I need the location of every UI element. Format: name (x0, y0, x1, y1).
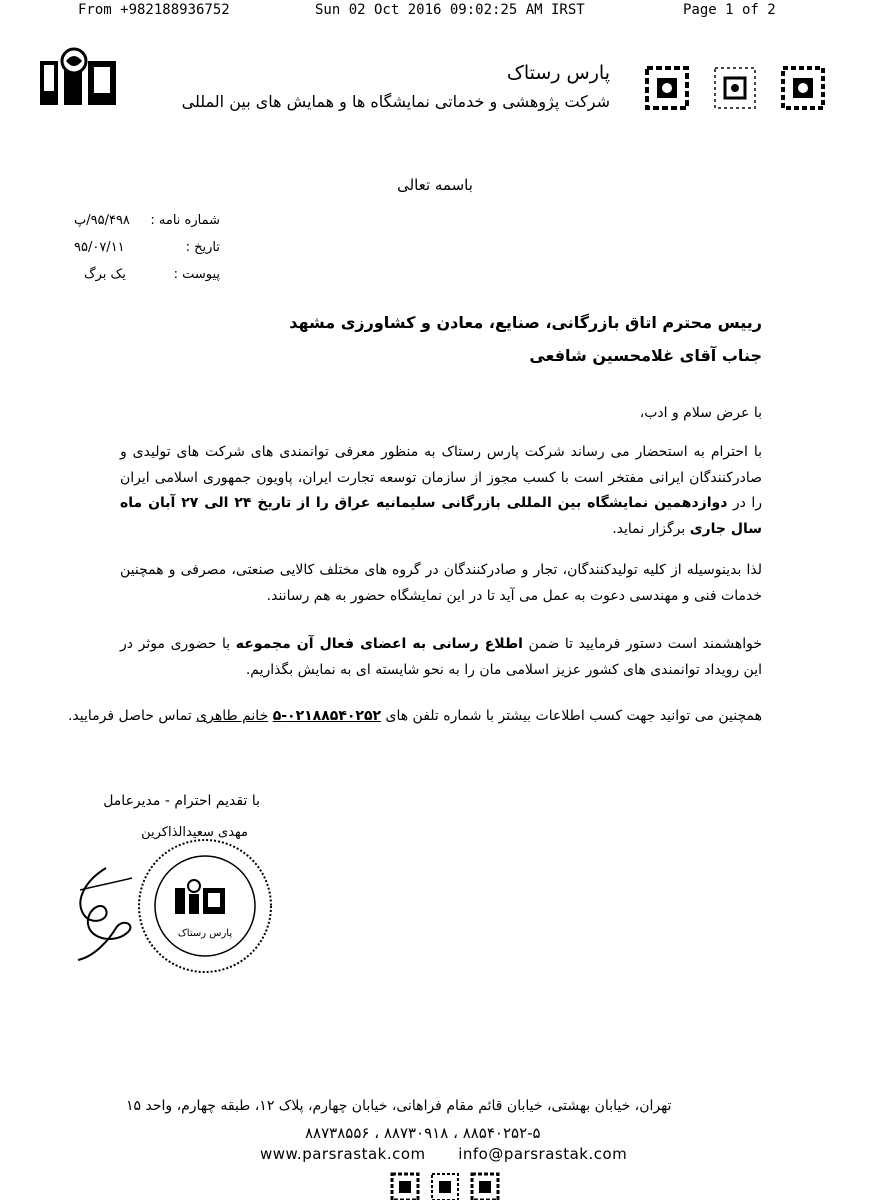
contact-phone: ۰۲۱۸۸۵۴۰۲۵۲-۵ (272, 708, 382, 724)
paragraph-3 (120, 632, 762, 683)
paragraph-1-bold: دوازدهمین نمایشگاه بین المللی بازرگانی سلیمانیه عراق را از تاریخ ۲۴ الی ۲۷ آبان ماه سال جاری (120, 495, 762, 537)
paragraph-4 (68, 708, 762, 724)
signatory-name: مهدی سعیدالذاکرین (141, 825, 248, 840)
footer-address: تهران، خیابان بهشتی، خیابان قائم مقام فراهانی، خیابان چهارم، پلاک ۱۲، طبقه چهارم، واحد ۱۵ (126, 1098, 672, 1114)
partner-logo-1 (645, 66, 689, 114)
partner-logo-3 (781, 66, 825, 114)
fax-from: From +982188936752 (78, 2, 230, 18)
signature (66, 860, 146, 974)
paragraph-1 (120, 440, 762, 542)
attachment-value: یک برگ (84, 267, 126, 282)
company-logo (38, 47, 120, 113)
company-name: پارس رستاک (506, 62, 610, 84)
fax-datetime: Sun 02 Oct 2016 09:02:25 AM IRST (315, 2, 585, 18)
letter-date-label: تاریخ : (185, 240, 220, 255)
recipient-name: جناب آقای غلامحسین شافعی (529, 346, 762, 365)
fax-header (0, 0, 870, 22)
bottom-logos (390, 1170, 500, 1204)
footer-phones: ۸۸۵۴۰۲۵۲-۵ ، ۸۸۷۳۰۹۱۸ ، ۸۸۷۳۸۵۵۶ (305, 1124, 541, 1142)
email-link[interactable]: info@parsrastak.com (458, 1145, 628, 1163)
closing: با تقدیم احترام - مدیرعامل (103, 793, 260, 809)
letterhead (182, 62, 610, 111)
contact-person: خانم طاهری (196, 708, 269, 724)
paragraph-1-end: برگزار نماید. (612, 520, 690, 537)
stamp-text: پارس رستاک (177, 928, 233, 939)
letter-number-label: شماره نامه : (150, 213, 220, 228)
paragraph-1-text: با احترام به استحضار می رساند شرکت پارس رستاک به منظور معرفی توانمندی های شرکت های تولیدی و صادرکنندگان ایرانی مفتخر است با کسب مجوز از سازمان توسعه تجارت ایران، پاویون جمهوری اسلامی ایران را در (120, 444, 762, 511)
letter-number: ۹۵/۴۹۸/پ (74, 213, 130, 228)
company-description: شرکت پژوهشی و خدماتی نمایشگاه ها و همایش های بین المللی (181, 92, 610, 111)
website-link[interactable]: www.parsrastak.com (260, 1145, 426, 1163)
paragraph-3-bold: اطلاع رسانی به اعضای فعال آن مجموعه (235, 636, 523, 652)
company-stamp (135, 836, 275, 980)
partner-logo-2 (713, 66, 757, 114)
fax-page: Page 1 of 2 (683, 2, 776, 18)
basmala: باسمه تعالی (397, 176, 473, 194)
paragraph-2: لذا بدینوسیله از کلیه تولیدکنندگان، تجار و صادرکنندگان در گروه های مختلف کالایی صنعتی، مصرفی و همچنین خدمات فنی و مهندسی دعوت به عمل می آید تا در این نمایشگاه حضور به هم رسانند. (120, 562, 762, 604)
paragraph-3-end: با حضوری موثر در این رویداد توانمندی های کشور عزیز اسلامی مان را به نحو شایسته ای به نمایش بگذاریم. (120, 636, 762, 678)
greeting: با عرض سلام و ادب، (639, 405, 762, 421)
footer-web (260, 1145, 627, 1163)
attachment-label: پیوست : (173, 267, 220, 282)
paragraph-4-text: همچنین می توانید جهت کسب اطلاعات بیشتر با شماره تلفن های (381, 708, 762, 724)
recipient-title: رییس محترم اتاق بازرگانی، صنایع، معادن و کشاورزی مشهد (289, 313, 762, 332)
paragraph-4-end: تماس حاصل فرمایید. (67, 708, 197, 724)
letter-date: ۹۵/۰۷/۱۱ (74, 240, 125, 255)
paragraph-3-text: خواهشمند است دستور فرمایید تا ضمن (522, 636, 762, 652)
